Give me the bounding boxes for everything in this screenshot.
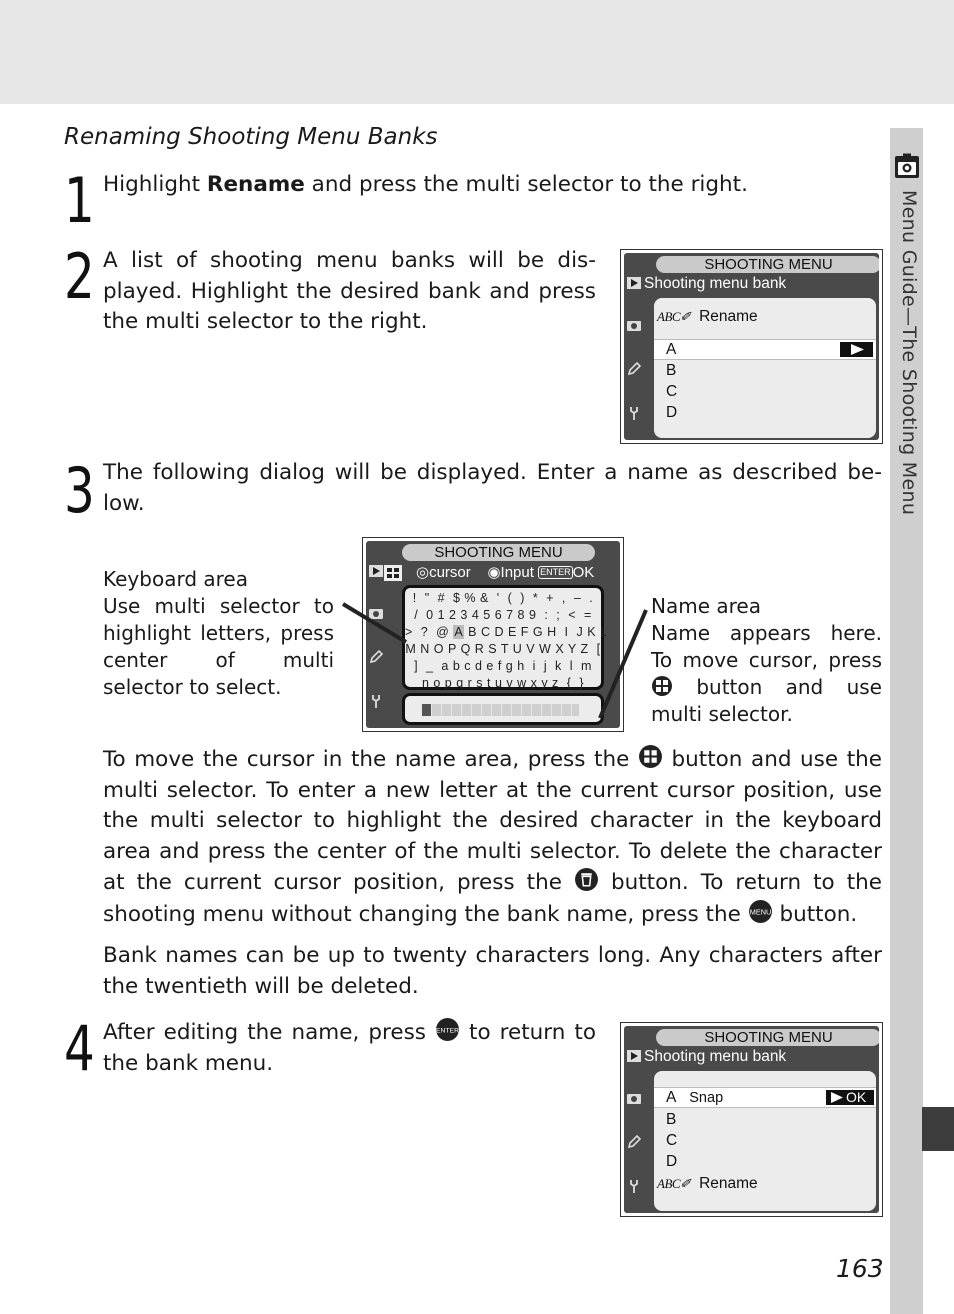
screen-header: SHOOTING MENU: [402, 544, 595, 561]
multi-selector-icon: ◎: [416, 564, 430, 581]
para1-text-d: button.: [772, 901, 858, 927]
keyboard-row-2[interactable]: / 0 1 2 3 4 5 6 7 8 9 : ; < =: [414, 608, 592, 622]
bank-item-a[interactable]: [666, 1089, 723, 1107]
rename-abc-icon: ABC✐: [657, 1176, 691, 1191]
para1-text-b: button and use the multi selector. To enter a new letter at the current cursor position, use the multi selector to highlight the desired character in the keyboard area and press the center of the multi selector. To delete the character at the current cursor position, press the: [103, 747, 882, 895]
bank-item-c[interactable]: C: [666, 383, 678, 400]
rename-abc-icon: ABC✐: [657, 309, 691, 324]
right-arrow-icon: [840, 342, 873, 357]
chapter-marker: [922, 1107, 954, 1151]
screen-panel: [654, 1071, 876, 1211]
bank-item-c[interactable]: C: [666, 1132, 678, 1149]
para1-text-a: To move the cursor in the name area, press the: [103, 747, 638, 772]
step-2-number: 2: [64, 240, 95, 313]
screen-subtitle: Shooting menu bank: [644, 275, 787, 292]
section-title: Renaming Shooting Menu Banks: [64, 124, 438, 150]
step-2-text: A list of shooting menu banks will be dis-played. Highlight the desired bank and press the multi selector to the right.: [103, 248, 596, 334]
keyboard-row-3[interactable]: [405, 625, 608, 639]
keyboard-area-callout: [103, 566, 334, 701]
keyboard-row-3-end: B C D E F G H I J K L: [468, 625, 608, 639]
center-button-icon: ◉: [487, 564, 501, 581]
name-area-body-b: button and use multi selector.: [651, 675, 882, 726]
keyboard-area-body: Use multi selector to highlight letters, press center of multi selector to select.: [103, 594, 334, 699]
name-area-heading: Name area: [651, 594, 761, 618]
name-area-callout: [651, 593, 882, 728]
side-tab-label: Menu Guide—The Shooting Menu: [898, 190, 920, 516]
play-icon: [368, 563, 384, 579]
name-char-slots: [422, 704, 579, 716]
step-4-text: [103, 1017, 596, 1079]
keyboard-area-heading: Keyboard area: [103, 567, 248, 591]
step-4-number: 4: [64, 1012, 95, 1085]
step-3-text: The following dialog will be displayed. Enter a name as described be-low.: [103, 460, 882, 516]
step-1-number: 1: [64, 164, 95, 237]
pencil-icon: [368, 649, 384, 665]
step-4-text-a: After editing the name, press: [103, 1020, 436, 1045]
camera-icon: [626, 317, 642, 333]
keyboard-row-4[interactable]: M N O P Q R S T U V W X Y Z [: [405, 642, 601, 656]
bank-a-name: Snap: [689, 1090, 724, 1106]
step-3-paragraph-1: [103, 744, 882, 930]
bank-a-letter: A: [666, 1089, 677, 1106]
wrench-icon: [626, 405, 642, 421]
hint-cursor: cursor: [429, 564, 471, 581]
header-band: [0, 0, 954, 104]
svg-text:ENTER: ENTER: [436, 1027, 459, 1035]
step-1-text-a: Highlight: [103, 172, 207, 197]
keyboard-area[interactable]: [402, 585, 608, 690]
step-3-number: 3: [64, 454, 95, 527]
ok-indicator: [826, 1090, 874, 1105]
step-3-paragraph-2: Bank names can be up to twenty characters long. Any characters after the twentieth will be deleted.: [103, 943, 882, 999]
bank-item-b[interactable]: B: [666, 362, 677, 379]
play-icon: [626, 1048, 642, 1064]
keyboard-selected-key[interactable]: A: [454, 625, 464, 639]
wrench-icon: [368, 693, 384, 709]
step-4-text-b: to return to the bank menu.: [103, 1020, 596, 1076]
step-1-text-b: and press the multi selector to the right.: [304, 172, 748, 197]
keyboard-row-1[interactable]: ! " # $ % & ' ( ) * + , – .: [412, 591, 594, 605]
name-callout-leader: [596, 606, 650, 722]
lcd-screen-renamed-bank: [620, 1022, 883, 1217]
bank-item-b[interactable]: B: [666, 1111, 677, 1128]
play-icon: [626, 275, 642, 291]
pencil-icon: [626, 1134, 642, 1150]
camera-icon: [894, 153, 920, 181]
thumbnail-icon: [384, 565, 402, 581]
lcd-screen-bank-list: [620, 249, 883, 444]
rename-label: Rename: [699, 308, 758, 325]
enter-button-icon: [435, 1017, 460, 1042]
keyboard-row-6[interactable]: n o p q r s t u v w x y z { }: [421, 676, 585, 690]
thumbnail-button-icon: [651, 675, 673, 697]
screen-header: SHOOTING MENU: [656, 256, 879, 273]
rename-menu-item[interactable]: [657, 308, 758, 326]
keyboard-callout-leader: [340, 598, 410, 648]
bank-item-d[interactable]: D: [666, 1153, 678, 1170]
bank-item-a[interactable]: A: [666, 341, 677, 358]
camera-icon: [626, 1090, 642, 1106]
menu-button-icon: [748, 899, 773, 924]
para1-text-c: button. To return to the shooting menu without changing the bank name, press the: [103, 870, 882, 927]
rename-menu-item[interactable]: [657, 1175, 758, 1193]
hint-input: Input: [500, 564, 534, 581]
name-area[interactable]: [402, 693, 604, 725]
wrench-icon: [626, 1178, 642, 1194]
hint-ok: OK: [572, 564, 595, 581]
step-1-text: [103, 170, 883, 201]
screen-panel: [654, 298, 876, 438]
screen-header: SHOOTING MENU: [656, 1029, 879, 1046]
screen-hints: [416, 563, 594, 581]
svg-text:MENU: MENU: [749, 907, 771, 917]
bank-item-d[interactable]: D: [666, 404, 678, 421]
rename-label: Rename: [699, 1175, 758, 1192]
name-area-body: [651, 620, 882, 728]
ok-label: OK: [846, 1089, 867, 1105]
right-arrow-icon: [826, 1090, 846, 1105]
step-1-rename-keyword: Rename: [206, 172, 305, 197]
screen-subtitle: Shooting menu bank: [644, 1048, 787, 1065]
keyboard-row-3-start: > ? @: [405, 625, 450, 639]
thumbnail-button-icon: [638, 744, 663, 769]
name-cursor: [422, 704, 431, 716]
trash-button-icon: [574, 867, 599, 892]
pencil-icon: [626, 361, 642, 377]
name-area-body-a: Name appears here. To move cursor, press: [651, 621, 882, 672]
enter-button-icon: ENTER: [540, 567, 571, 577]
page-number: 163: [836, 1254, 884, 1283]
keyboard-row-5[interactable]: ] _ a b c d e f g h i j k l m: [414, 659, 592, 673]
